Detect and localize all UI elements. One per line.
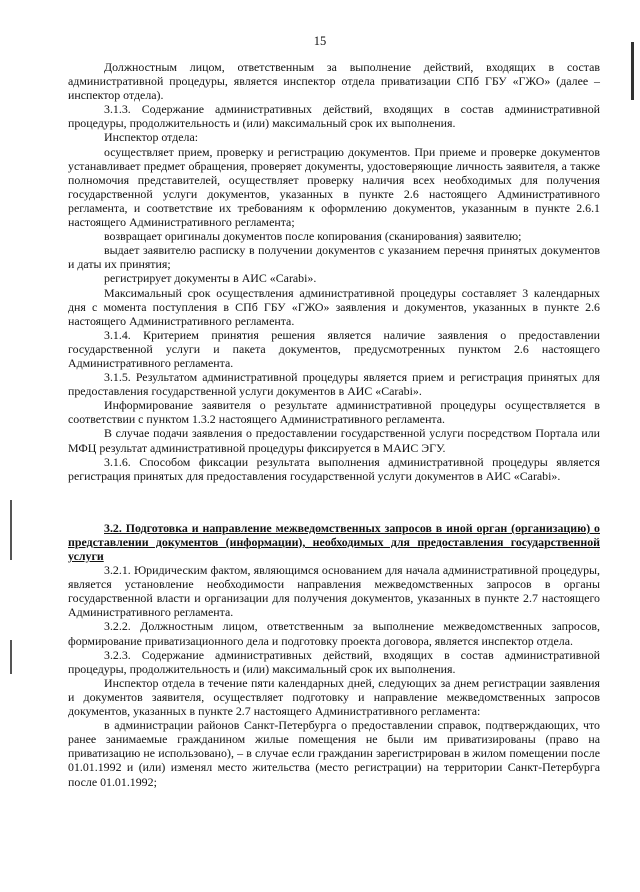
paragraph: 3.1.3. Содержание административных действий, входящих в состав административной процедуры, продолжительность и (или) максимальный срок их выполнения. — [68, 102, 600, 131]
section-spacer — [68, 483, 600, 499]
paragraph: Инспектор отдела в течение пяти календарных дней, следующих за днем регистрации заявления и документов заявителя, осуществляет подготовку и направление межведомственных запросов документов, указанных в пункте 2.7 настоящего Административного регламента: — [68, 675, 600, 719]
paragraph: осуществляет прием, проверку и регистрацию документов. При приеме и проверке документов устанавливает предмет обращения, проверяет документы, удостоверяющие личность заявителя, а также полномочия представителей, осуществляет проверку наличия всех необходимых для получения государственной услуги документов, указанных в пункте 2.6 настоящего Административного регламента, и соответствие их требованиям к оформлению документов, указанным в пункте 2.6.1 настоящего Административного регламента; — [68, 144, 600, 230]
scan-edge-mark — [631, 42, 634, 100]
scan-margin-mark — [10, 500, 12, 560]
paragraph: Максимальный срок осуществления административной процедуры составляет 3 календарных дня с момента поступления в СПб ГБУ «ГЖО» заявления и документов, указанных в пункте 2.6 настоящего Административного регламента. — [68, 285, 600, 328]
paragraph: 3.1.4. Критерием принятия решения является наличие заявления о предоставлении государственной услуги и пакета документов, предусмотренных пунктом 2.6 настоящего Административного регламента. — [68, 327, 600, 370]
paragraph: возвращает оригиналы документов после копирования (сканирования) заявителю; — [104, 229, 522, 244]
paragraph: 3.2.2. Должностным лицом, ответственным за выполнение межведомственных запросов, формирование приватизационного дела и подготовку проекта договора, является инспектор отдела. — [68, 619, 600, 648]
paragraph: 3.2.3. Содержание административных действий, входящих в состав административной процедуры, продолжительность и (или) максимальный срок их выполнения. — [68, 647, 600, 676]
paragraph: 3.1.6. Способом фиксации результата выполнения административной процедуры является регистрация принятых для предоставления государственной услуги документов в АИС «Carabi». — [68, 454, 600, 483]
paragraph: регистрирует документы в АИС «Carabi». — [104, 271, 317, 286]
paragraph: Информирование заявителя о результате административной процедуры осуществляется в соответствии с пунктом 1.3.2 настоящего Административного регламента. — [68, 398, 600, 427]
section-heading: 3.2. Подготовка и направление межведомственных запросов в иной орган (организацию) о представлении документов (информации), необходимых для предоставления государственной услуги — [68, 520, 600, 563]
paragraph: в администрации районов Санкт-Петербурга о предоставлении справок, подтверждающих, что ранее занимаемые гражданином жилые помещения не были им приватизированы (право на приватизацию не использовано), – в случае если гражданин зарегистрирован в жилом помещении после 01.01.1992 и (или) изменял место жительства (место регистрации) на территории Санкт-Петербурга после 01.01.1992; — [68, 718, 600, 789]
page-number: 15 — [313, 34, 327, 48]
scan-margin-mark — [10, 640, 12, 674]
paragraph: 3.2.1. Юридическим фактом, являющимся основанием для начала административной процедуры, является установление необходимости направления межведомственных запросов в органы государственной власти и организации для получения документов, указанных в пункте 2.7 настоящего Административного регламента. — [68, 563, 600, 620]
paragraph: 3.1.5. Результатом административной процедуры является прием и регистрация принятых для предоставления государственной услуги документов в АИС «Carabi». — [68, 370, 600, 399]
paragraph: выдает заявителю расписку в получении документов с указанием перечня принятых документов и даты их принятия; — [68, 243, 600, 272]
paragraph: Должностным лицом, ответственным за выполнение действий, входящих в состав административной процедуры, является инспектор отдела приватизации СПб ГБУ «ГЖО» (далее – инспектор отдела). — [68, 60, 600, 103]
document-body — [68, 60, 600, 789]
paragraph: Инспектор отдела: — [104, 130, 199, 145]
paragraph: В случае подачи заявления о предоставлении государственной услуги посредством Портала или МФЦ результат административной процедуры фиксируется в МАИС ЭГУ. — [68, 426, 600, 455]
